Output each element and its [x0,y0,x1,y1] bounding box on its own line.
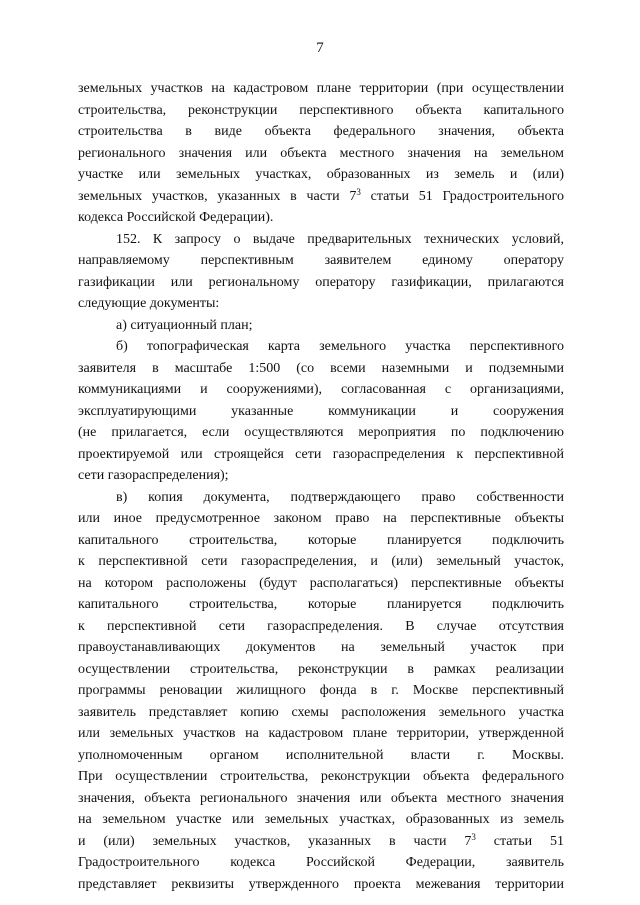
text-line: значения, объекта регионального значения или объекта местного значения [78,790,564,806]
text-line: Градостроительного кодекса Российской Федерации, заявитель [78,855,564,870]
text-line: земельных участков на кадастровом плане территории (при осуществлении [78,81,564,96]
text-line: в) копия документа, подтверждающего право собственности [116,489,564,505]
text-line: капитального строительства, которые планируется подключить [78,532,564,548]
paragraph [78,78,564,229]
text-line: сети газораспределения); [78,468,229,483]
text-line: к перспективной сети газораспределения. В случае отсутствия [78,618,564,634]
text-line: или иное предусмотренное законом право на перспективные объекты [78,511,564,526]
text-line: земельных участков, указанных в части $7^3$ статьи 51 Градостроительного [78,186,564,204]
text-line: осуществлении строительства, реконструкции в рамках реализации [78,661,564,677]
paragraph [78,336,564,487]
body-text [78,78,564,895]
text-line: представляет реквизиты утвержденного проекта межевания территории [78,876,564,892]
text-line: (не прилагается, если осуществляются мероприятия по подключению [78,425,564,440]
text-line: на земельном участке или земельных участках, образованных из земель [78,812,564,827]
text-line: заявителя в масштабе 1:500 (со всеми наземными и подземными [78,360,564,376]
text-line: уполномоченным органом исполнительной власти г. Москвы. [78,747,564,763]
text-line: а) ситуационный план; [116,317,253,333]
paragraph [78,229,564,315]
text-line: направляемому перспективным заявителем единому оператору [78,253,564,268]
text-line: эксплуатирующими указанные коммуникации и сооружения [78,403,564,419]
text-line: коммуникациями и сооружениями), согласованная с организациями, [78,382,564,397]
text-line: строительства, реконструкции перспективного объекта капитального [78,102,564,118]
page-number: 7 [316,40,324,56]
text-line: правоустанавливающих документов на земельный участок при [78,640,564,655]
text-line: заявитель представляет копию схемы расположения земельного участка [78,704,564,720]
paragraph [78,487,564,896]
superscript: 3 [356,186,361,197]
text-line: капитального строительства, которые планируется подключить [78,597,564,612]
text-line: следующие документы: [78,296,220,311]
text-line: или земельных участков на кадастровом плане территории, утвержденной [78,726,564,741]
text-line: При осуществлении строительства, реконструкции объекта федерального [78,769,564,784]
text-line: б) топографическая карта земельного участка перспективного [116,339,564,354]
text-line: кодекса Российской Федерации). [78,210,274,225]
superscript: 3 [471,831,476,842]
text-line: регионального значения или объекта местного значения на земельном [78,145,564,161]
text-line: и (или) земельных участков, указанных в части $7^3$ статьи 51 [78,831,564,849]
text-line: строительства в виде объекта федерального значения, объекта [78,124,564,139]
text-line: программы реновации жилищного фонда в г. Москве перспективный [78,683,564,698]
text-line: на котором расположены (будут располагаться) перспективные объекты [78,575,564,591]
text-line: участке или земельных участках, образованных из земель и (или) [78,167,564,182]
paragraph [78,315,564,337]
text-line: проектируемой или строящейся сети газораспределения к перспективной [78,446,564,462]
text-line: к перспективной сети газораспределения, и (или) земельный участок, [78,554,564,569]
text-line: 152. К запросу о выдаче предварительных технических условий, [116,231,564,247]
text-line: газификации или региональному оператору газификации, прилагаются [78,274,564,290]
